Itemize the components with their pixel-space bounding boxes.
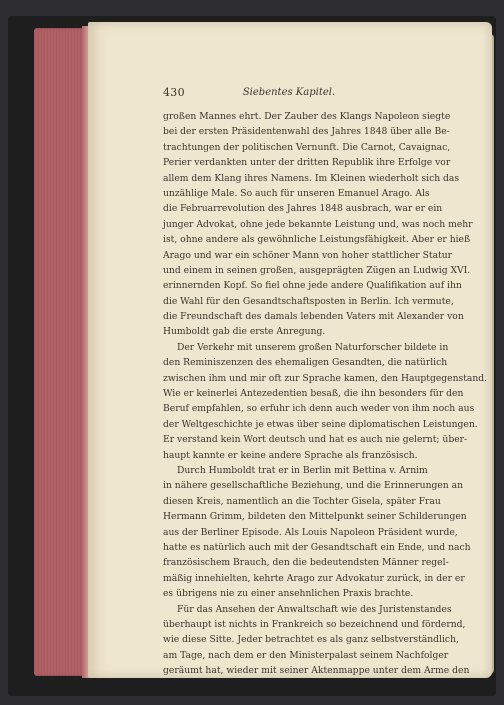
text-line: haupt kannte er keine andere Sprache als französisch. xyxy=(163,449,418,461)
text-line: die Wahl für den Gesandtschaftsposten in Berlin. Ich vermute, xyxy=(163,295,454,307)
text-line: Hermann Grimm, bildeten den Mittelpunkt seiner Schilderungen xyxy=(163,511,467,523)
text-line: hatte es natürlich auch mit der Gesandtschaft ein Ende, und nach xyxy=(163,541,471,553)
text-line: in nähere gesellschaftliche Beziehung, und die Erinnerungen an xyxy=(163,480,464,492)
text-line: allem dem Klang ihres Namens. Im Kleinen wiederholt sich das xyxy=(163,172,460,184)
text-line: trachtungen der politischen Vernunft. Die Carnot, Cavaignac, xyxy=(163,141,451,153)
text-line: den Reminiszenzen des ehemaligen Gesandten, die natürlich xyxy=(163,357,448,369)
text-line: Humboldt gab die erste Anregung. xyxy=(163,326,326,338)
text-line: erinnernden Kopf. So fiel ohne jede andere Qualifikation auf ihn xyxy=(163,280,462,292)
text-line: wie diese Sitte. Jeder betrachtet es als ganz selbstverständlich, xyxy=(163,634,459,646)
text-line: der Weltgeschichte je etwas über seine diplomatischen Leistungen. xyxy=(163,418,478,430)
text-line: überhaupt ist nichts in Frankreich so bezeichnend und fördernd, xyxy=(163,618,466,630)
text-line: und einem in seinen großen, ausgeprägten Zügen an Ludwig XVI. xyxy=(163,264,471,276)
text-line: Er verstand kein Wort deutsch und hat es auch nie gelernt; über- xyxy=(163,434,468,446)
text-line: junger Advokat, ohne jede bekannte Leistung und, was noch mehr xyxy=(163,218,473,230)
text-line: Der Verkehr mit unserem großen Naturforscher bildete in xyxy=(177,341,449,353)
text-line: Durch Humboldt trat er in Berlin mit Bettina v. Arnim xyxy=(177,464,428,476)
text-line: unzählige Male. So auch für unseren Emanuel Arago. Als xyxy=(163,187,430,199)
text-line: bei der ersten Präsidentenwahl des Jahres 1848 über alle Be- xyxy=(163,126,450,138)
running-title: Siebentes Kapitel. xyxy=(242,87,336,98)
page-number: 430 xyxy=(163,86,185,99)
text-line: Beruf empfahlen, so erfuhr ich denn auch weder von ihm noch aus xyxy=(163,403,475,415)
text-line: am Tage, nach dem er den Ministerpalast seinem Nachfolger xyxy=(163,649,449,661)
text-line: die Februarrevolution des Jahres 1848 ausbrach, war er ein xyxy=(163,203,443,215)
text-line: aus der Berliner Episode. Als Louis Napoleon Präsident wurde, xyxy=(163,526,458,538)
text-line: Für das Ansehen der Anwaltschaft wie des Juristenstandes xyxy=(177,603,452,615)
text-line: Wie er keinerlei Antezedentien besaß, die ihn besonders für den xyxy=(163,388,464,400)
page-header xyxy=(163,86,425,102)
text-line: zwischen ihm und mir oft zur Sprache kamen, den Hauptgegenstand. xyxy=(163,372,488,384)
text-line: geräumt hat, wieder mit seiner Aktenmappe unter dem Arme den xyxy=(163,665,470,677)
text-line: großen Mannes ehrt. Der Zauber des Klangs Napoleon siegte xyxy=(163,111,451,122)
text-line: diesen Kreis, namentlich an die Tochter Gisela, später Frau xyxy=(163,495,441,507)
text-line: es übrigens nie zu einer ansehnlichen Praxis brachte. xyxy=(163,588,414,600)
text-line: mäßig innehielten, kehrte Arago zur Advokatur zurück, in der er xyxy=(163,572,465,584)
body-text xyxy=(163,109,488,678)
text-line: ist, ohne andere als gewöhnliche Leistungsfähigkeit. Aber er hieß xyxy=(163,234,471,246)
text-line: die Freundschaft des damals lebenden Vaters mit Alexander von xyxy=(163,311,464,323)
text-line: französischem Brauch, den die bedeutendsten Männer regel- xyxy=(163,557,449,569)
text-line: Arago und war ein schöner Mann von hoher stattlicher Statur xyxy=(163,249,453,261)
text-line: Perier verdankten unter der dritten Republik ihre Erfolge vor xyxy=(163,157,451,169)
